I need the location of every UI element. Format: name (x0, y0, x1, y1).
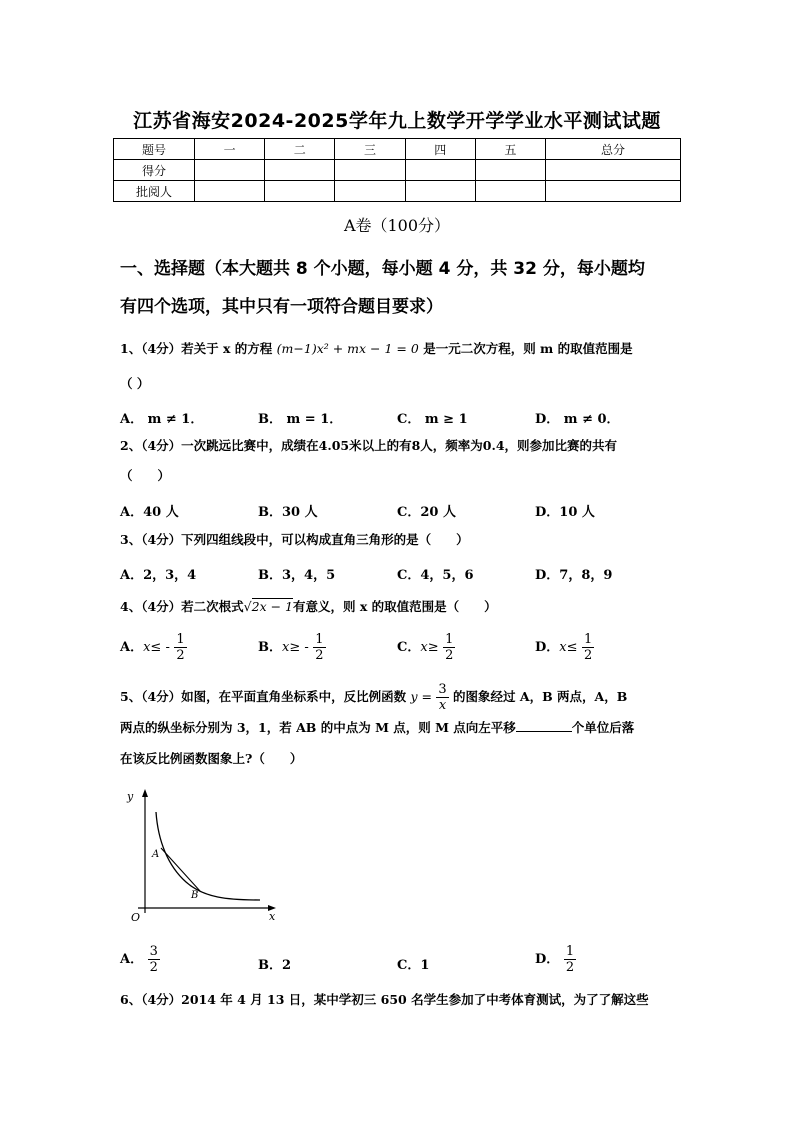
q4-option-a-rel: x≤ - (143, 640, 170, 655)
q5-func-lhs: y = (410, 689, 433, 704)
q5-line2: 两点的纵坐标分别为 3，1，若 AB 的中点为 M 点，则 M 点向左平移 (120, 720, 516, 735)
section-a-label: A卷（100分） (343, 216, 451, 235)
q2-paren: （ ） (120, 468, 171, 483)
document-title: 江苏省海安2024-2025学年九上数学开学学业水平测试试题 (133, 110, 661, 132)
score-table-cell (195, 181, 265, 202)
score-table-cell: 得分 (114, 160, 195, 181)
score-table-cell (405, 160, 475, 181)
score-table-row (114, 139, 681, 160)
y-axis-label: y (127, 790, 134, 803)
q1-suffix: 是一元二次方程，则 m 的取值范围是 (423, 341, 633, 356)
q4-option-b-rel: x≥ - (282, 640, 309, 655)
q1-equation: (m−1)x² + mx − 1 = 0 (276, 341, 419, 356)
score-table-cell: 批阅人 (114, 181, 195, 202)
q1-paren: （ ） (120, 376, 150, 391)
score-table-row (114, 160, 681, 181)
score-table-cell (475, 181, 545, 202)
score-table-cell: 一 (195, 139, 265, 160)
q5-line1-rest: 的图象经过 A，B 两点，A，B (453, 689, 628, 704)
q4-option-c-rel: x≥ (420, 640, 439, 655)
q4-option-a (120, 632, 187, 663)
q2-option-d: D．10 人 (535, 505, 595, 520)
score-table-cell: 三 (335, 139, 405, 160)
q5-answer-blank (516, 719, 572, 732)
question-5-line1 (120, 682, 690, 713)
q4-option-b-fraction: $\frac{1}{2}$ (315, 632, 324, 663)
score-table-cell: 题号 (114, 139, 195, 160)
q2-option-b: B．30 人 (258, 505, 318, 520)
score-table-cell (546, 181, 681, 202)
score-table-cell (546, 160, 681, 181)
q3-option-a: A．2，3，4 (120, 568, 197, 583)
question-5-line2 (120, 719, 690, 737)
q4-option-d-label: D． (535, 640, 560, 655)
q5-graph (118, 786, 288, 926)
q3-option-b: B．3，4，5 (258, 568, 336, 583)
score-table (113, 138, 681, 202)
q5-option-a-label: A． (120, 952, 144, 967)
q4-option-c (397, 632, 455, 663)
q4-suffix: 有意义，则 x 的取值范围是（ ） (293, 599, 497, 614)
q3-option-c: C．4，5，6 (397, 568, 474, 583)
q4-option-d-fraction: $\frac{1}{2}$ (584, 632, 593, 663)
q5-option-d-label: D． (535, 952, 560, 967)
q5-line2-tail: 个单位后落 (571, 720, 635, 735)
score-table-row (114, 181, 681, 202)
q1-prefix: 1、（4分）若关于 x 的方程 (120, 341, 273, 356)
q4-option-a-label: A． (120, 640, 144, 655)
q3-option-d: D．7，8，9 (535, 568, 613, 583)
q1-option-a: A． m ≠ 1． (120, 412, 204, 427)
score-table-cell (195, 160, 265, 181)
q5-func-fraction: $\frac{3}{x}$ (438, 682, 447, 713)
question-5-line3: 在该反比例函数图象上?（ ） (120, 751, 303, 766)
score-table-cell (265, 181, 335, 202)
score-table-cell (265, 160, 335, 181)
point-a-label: A (152, 849, 160, 860)
score-table-cell: 四 (405, 139, 475, 160)
point-b-label: B (191, 890, 199, 901)
question-6: 6、（4分）2014 年 4 月 13 日，某中学初三 650 名学生参加了中考体育测试，为了了解这些 (120, 992, 649, 1007)
q4-option-d-rel: x≤ (559, 640, 578, 655)
q5-option-a-fraction: $\frac{3}{2}$ (149, 944, 158, 975)
q4-option-a-fraction: $\frac{1}{2}$ (176, 632, 185, 663)
q5-option-c: C．1 (397, 958, 430, 973)
q1-option-d: D． m ≠ 0． (535, 412, 620, 427)
q5-option-b: B．2 (258, 958, 292, 973)
q5-option-d-fraction: $\frac{1}{2}$ (565, 944, 575, 975)
q4-option-b (258, 632, 326, 663)
score-table-cell: 二 (265, 139, 335, 160)
q1-option-b: B． m = 1． (258, 412, 343, 427)
score-table-cell: 总分 (546, 139, 681, 160)
score-table-cell (335, 160, 405, 181)
score-table-cell (475, 160, 545, 181)
origin-label: O (131, 911, 141, 924)
q4-radical: 2x − 1 (251, 599, 294, 614)
part1-heading-line1: 一、选择题（本大题共 8 个小题，每小题 4 分，共 32 分，每小题均 (120, 259, 645, 279)
q5-option-d (535, 944, 576, 975)
q4-option-c-label: C． (397, 640, 421, 655)
q4-option-c-fraction: $\frac{1}{2}$ (445, 632, 454, 663)
q4-option-b-label: B． (258, 640, 282, 655)
part1-heading-line2: 有四个选项，其中只有一项符合题目要求） (120, 297, 443, 317)
q1-option-c: C． m ≥ 1 (397, 412, 468, 427)
q2-option-a: A．40 人 (120, 505, 179, 520)
q4-option-d (535, 632, 594, 663)
x-axis-label: x (269, 910, 276, 923)
q5-option-a (120, 944, 160, 975)
hyperbola-curve (156, 812, 260, 900)
score-table-cell: 五 (475, 139, 545, 160)
segment-ab (161, 848, 200, 891)
question-4: 4、（4分）若二次根式√2x − 1有意义，则 x 的取值范围是（ ） (120, 599, 497, 614)
score-table-cell (335, 181, 405, 202)
question-3: 3、（4分）下列四组线段中，可以构成直角三角形的是（ ） (120, 532, 469, 547)
q5-prefix: 5、（4分）如图，在平面直角坐标系中，反比例函数 (120, 689, 407, 704)
question-2: 2、（4分）一次跳远比赛中，成绩在4.05米以上的有8人，频率为0.4，则参加比赛的共有 (120, 438, 618, 453)
q4-prefix: 4、（4分）若二次根式 (120, 599, 244, 614)
y-axis-arrow-icon (142, 789, 148, 797)
q2-option-c: C．20 人 (397, 505, 456, 520)
score-table-cell (405, 181, 475, 202)
question-1 (120, 340, 690, 358)
